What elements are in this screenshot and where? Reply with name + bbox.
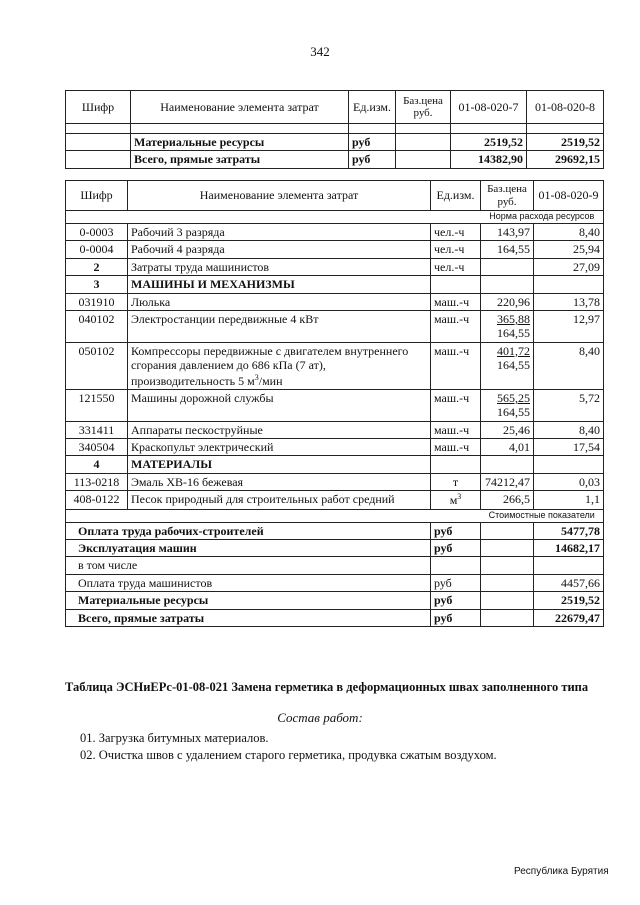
table-row <box>66 258 604 275</box>
table-row <box>66 574 604 591</box>
row-value: 5477,78 <box>534 522 604 539</box>
table-row <box>66 310 604 342</box>
table-row <box>66 522 604 539</box>
work-composition-title: Состав работ: <box>277 710 363 725</box>
row-unit: руб <box>431 592 481 609</box>
row-unit: маш.-ч <box>431 389 481 421</box>
section-code: 3 <box>66 276 128 293</box>
header-name: Наименование элемента затрат <box>128 181 431 211</box>
price-secondary: 164,55 <box>497 326 530 341</box>
row-name: Люлька <box>128 293 431 310</box>
row-value: 17,54 <box>534 439 604 456</box>
row-value: 8,40 <box>534 342 604 389</box>
row-name: Затраты труда машинистов <box>128 258 431 275</box>
row-code: 050102 <box>66 342 128 389</box>
table-row <box>66 491 604 509</box>
row-name: Эмаль ХВ-16 бежевая <box>128 473 431 490</box>
row-name <box>128 342 431 389</box>
table-title: Таблица ЭСНиЕРс-01-08-021 Замена герметика в деформационных швах заполненного типа <box>65 680 589 694</box>
table-row <box>66 540 604 557</box>
table-row <box>66 592 604 609</box>
header-name: Наименование элемента затрат <box>131 91 349 124</box>
row-name: Эксплуатация машин <box>66 540 431 557</box>
row-unit: руб <box>349 134 396 151</box>
row-price: 25,46 <box>481 421 534 438</box>
row-value: 12,97 <box>534 310 604 342</box>
row-price: 266,5 <box>481 491 534 509</box>
unit-text: м <box>449 493 458 508</box>
row-value-2: 2519,52 <box>527 134 604 151</box>
table-row <box>66 224 604 241</box>
row-code: 031910 <box>66 293 128 310</box>
row-value-2: 29692,15 <box>527 151 604 168</box>
work-item: 01. Загрузка битумных материалов. <box>80 731 269 745</box>
table-row <box>66 439 604 456</box>
unit-sup: 3 <box>457 492 462 502</box>
work-item: 02. Очистка швов с удалением старого герметика, продувка сжатым воздухом. <box>80 748 497 762</box>
row-value: 1,1 <box>534 491 604 509</box>
row-unit: т <box>431 473 481 490</box>
row-name-sup: 3 <box>254 372 259 382</box>
header-unit: Ед.изм. <box>349 91 396 124</box>
price-primary: 401,72 <box>497 343 530 358</box>
table-row <box>66 134 604 151</box>
price-primary: 365,88 <box>497 311 530 326</box>
header-price: Баз.цена руб. <box>481 181 534 211</box>
row-price <box>481 342 534 389</box>
row-code: 331411 <box>66 421 128 438</box>
header-col-1: 01-08-020-9 <box>534 181 604 211</box>
table-row <box>66 609 604 626</box>
row-unit: чел.-ч <box>431 241 481 258</box>
row-value: 13,78 <box>534 293 604 310</box>
section-title: МАШИНЫ И МЕХАНИЗМЫ <box>128 276 431 293</box>
row-price: 4,01 <box>481 439 534 456</box>
header-price: Баз.цена руб. <box>396 91 451 124</box>
table-row <box>66 389 604 421</box>
table-row <box>66 151 604 168</box>
table-row <box>66 473 604 490</box>
row-name: Электростанции передвижные 4 кВт <box>128 310 431 342</box>
row-name: Всего, прямые затраты <box>131 151 349 168</box>
row-name: Оплата труда машинистов <box>66 574 431 591</box>
row-unit <box>431 491 481 509</box>
row-code: 0-0004 <box>66 241 128 258</box>
row-price <box>481 389 534 421</box>
cost-header: Стоимостные показатели <box>481 509 604 522</box>
row-value: 4457,66 <box>534 574 604 591</box>
norm-header: Норма расхода ресурсов <box>481 211 604 224</box>
row-name: Материальные ресурсы <box>66 592 431 609</box>
price-secondary: 164,55 <box>497 358 530 373</box>
row-code: 340504 <box>66 439 128 456</box>
row-name: Песок природный для строительных работ средний <box>128 491 431 509</box>
row-unit: маш.-ч <box>431 439 481 456</box>
summary-table-1 <box>65 90 604 169</box>
row-name: Аппараты пескоструйные <box>128 421 431 438</box>
row-code: 113-0218 <box>66 473 128 490</box>
row-code: 408-0122 <box>66 491 128 509</box>
row-value-1: 14382,90 <box>451 151 527 168</box>
row-name-text: Компрессоры передвижные с двигателем внутреннего сгорания давлением до 686 кПа (7 ат), производительность 5 м <box>131 343 409 388</box>
row-value-1: 2519,52 <box>451 134 527 151</box>
row-unit: руб <box>349 151 396 168</box>
row-value: 27,09 <box>534 258 604 275</box>
table-row <box>66 421 604 438</box>
row-value: 2519,52 <box>534 592 604 609</box>
row-value: 25,94 <box>534 241 604 258</box>
row-value: 22679,47 <box>534 609 604 626</box>
row-unit: маш.-ч <box>431 421 481 438</box>
footer-region: Республика Бурятия <box>514 866 609 877</box>
row-name: Машины дорожной службы <box>128 389 431 421</box>
section-row <box>66 456 604 473</box>
row-unit: руб <box>431 540 481 557</box>
price-secondary: 164,55 <box>497 405 530 420</box>
section-title: МАТЕРИАЛЫ <box>128 456 431 473</box>
row-value: 5,72 <box>534 389 604 421</box>
table-row <box>66 342 604 389</box>
row-name: Рабочий 4 разряда <box>128 241 431 258</box>
row-code: 040102 <box>66 310 128 342</box>
row-price: 220,96 <box>481 293 534 310</box>
table-row <box>66 557 604 574</box>
section-row <box>66 276 604 293</box>
row-value: 14682,17 <box>534 540 604 557</box>
table-row <box>66 293 604 310</box>
row-unit: чел.-ч <box>431 224 481 241</box>
row-price: 74212,47 <box>481 473 534 490</box>
row-value: 8,40 <box>534 421 604 438</box>
row-value: 0,03 <box>534 473 604 490</box>
row-code: 2 <box>66 258 128 275</box>
resource-table <box>65 180 604 627</box>
row-unit: руб <box>431 609 481 626</box>
row-price: 164,55 <box>481 241 534 258</box>
row-unit: маш.-ч <box>431 293 481 310</box>
row-unit: руб <box>431 574 481 591</box>
row-unit: маш.-ч <box>431 342 481 389</box>
row-unit: чел.-ч <box>431 258 481 275</box>
header-col-1: 01-08-020-7 <box>451 91 527 124</box>
page-number: 342 <box>310 44 330 59</box>
row-name: Всего, прямые затраты <box>66 609 431 626</box>
row-name-tail: /мин <box>258 373 283 388</box>
row-code: 0-0003 <box>66 224 128 241</box>
row-name: Рабочий 3 разряда <box>128 224 431 241</box>
row-price: 143,97 <box>481 224 534 241</box>
row-name: в том числе <box>66 557 431 574</box>
header-col-2: 01-08-020-8 <box>527 91 604 124</box>
section-code: 4 <box>66 456 128 473</box>
table-row <box>66 241 604 258</box>
price-primary: 565,25 <box>497 390 530 405</box>
row-unit: маш.-ч <box>431 310 481 342</box>
row-value: 8,40 <box>534 224 604 241</box>
header-unit: Ед.изм. <box>431 181 481 211</box>
row-name: Оплата труда рабочих-строителей <box>66 522 431 539</box>
header-code: Шифр <box>66 181 128 211</box>
row-code: 121550 <box>66 389 128 421</box>
header-code: Шифр <box>66 91 131 124</box>
row-unit: руб <box>431 522 481 539</box>
row-price <box>481 310 534 342</box>
row-name: Краскопульт электрический <box>128 439 431 456</box>
row-name: Материальные ресурсы <box>131 134 349 151</box>
